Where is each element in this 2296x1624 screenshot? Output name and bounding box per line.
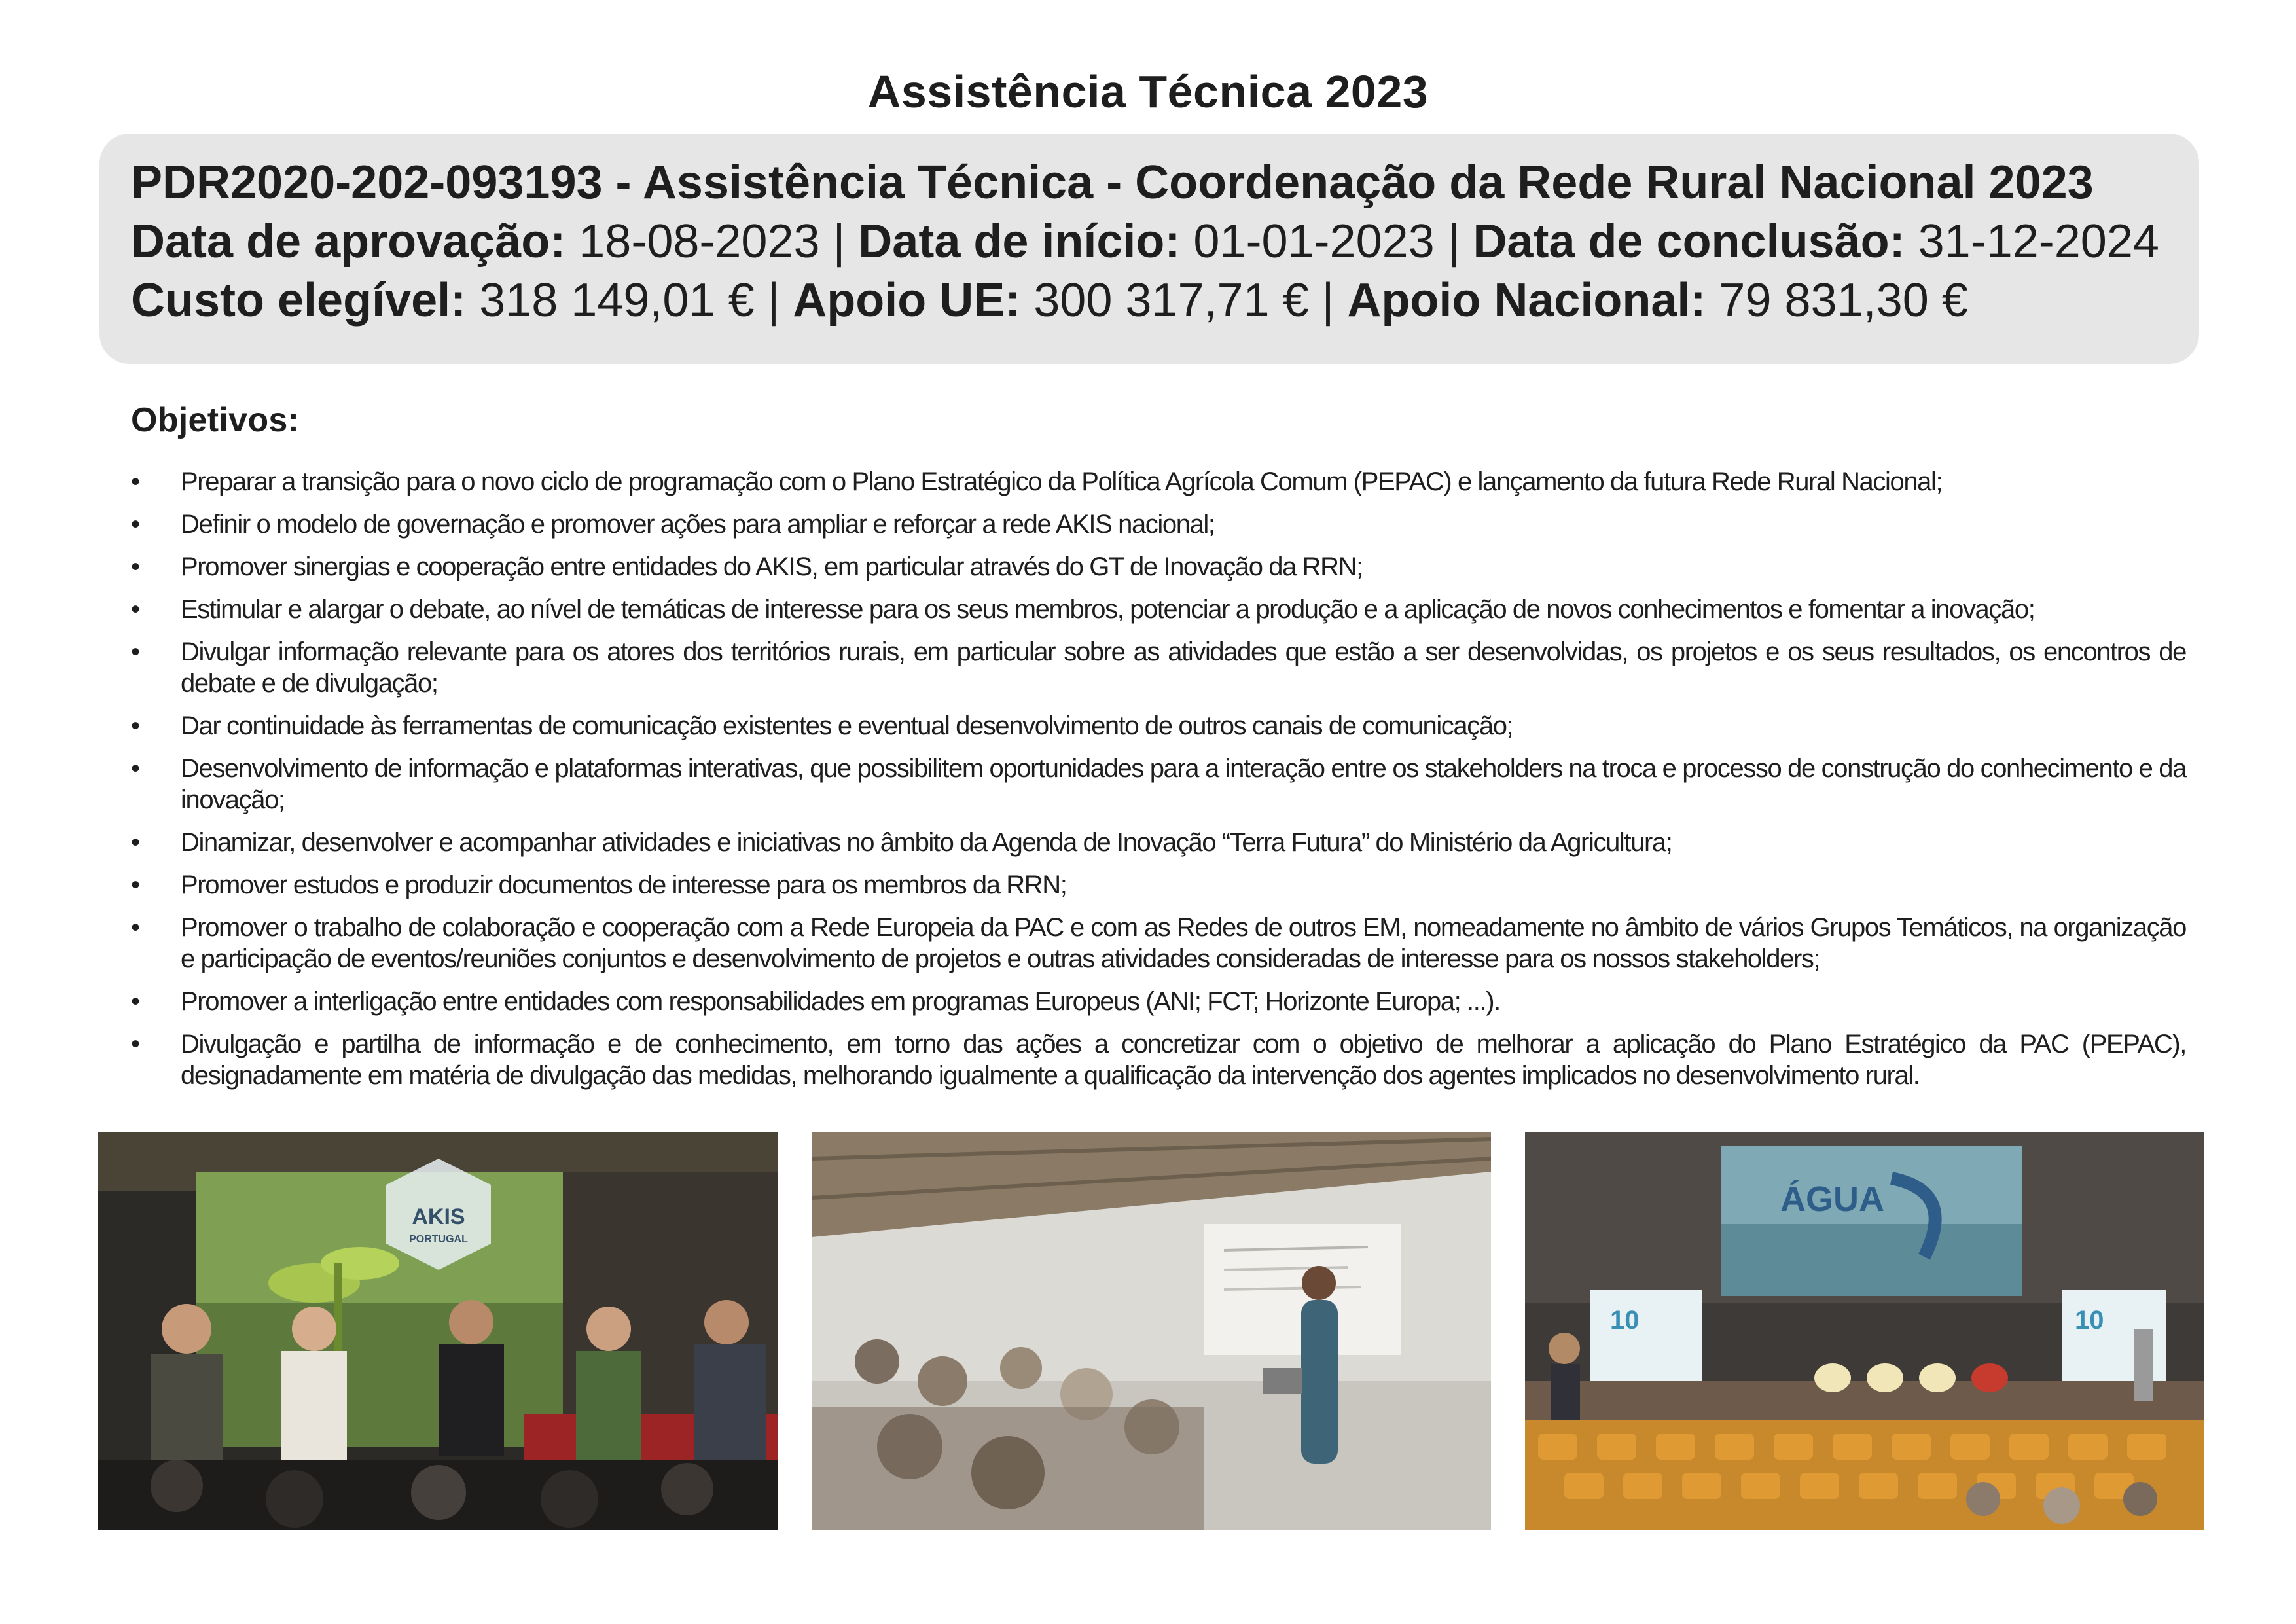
objectives-heading: Objetivos:	[131, 401, 300, 439]
objective-item	[131, 986, 2186, 1017]
separator: |	[767, 274, 780, 327]
national-support-label: Apoio Nacional:	[1347, 274, 1706, 327]
start-date-value: 01-01-2023	[1193, 215, 1435, 268]
start-date-label: Data de início:	[858, 215, 1181, 268]
project-dates	[131, 212, 2168, 271]
bullet-icon: •	[131, 552, 139, 581]
bullet-icon: •	[131, 871, 139, 899]
bullet-icon: •	[131, 467, 139, 496]
objective-text: Promover estudos e produzir documentos de interesse para os membros da RRN;	[181, 871, 1067, 899]
objective-item	[131, 509, 2186, 540]
objective-item	[131, 710, 2186, 742]
akis-banner-subtext: PORTUGAL	[409, 1234, 468, 1245]
bullet-icon: •	[131, 1030, 139, 1058]
eu-support-value: 300 317,71 €	[1033, 274, 1309, 327]
presentation-hall-photo	[812, 1132, 1491, 1530]
bullet-icon: •	[131, 828, 139, 857]
screen-water-text: ÁGUA	[1780, 1180, 1884, 1219]
eu-support-label: Apoio UE:	[793, 274, 1021, 327]
event-badge-right: 10	[2075, 1306, 2104, 1335]
objective-text: Estimular e alargar o debate, ao nível de temáticas de interesse para os seus membros, potenciar a produção e a aplicação de novos conhecimentos e fomentar a inovação;	[181, 595, 2035, 624]
akis-banner-text: AKIS	[412, 1204, 465, 1229]
end-date-value: 31-12-2024	[1918, 215, 2159, 268]
bullet-icon: •	[131, 638, 139, 666]
bullet-icon: •	[131, 913, 139, 942]
approval-date-value: 18-08-2023	[579, 215, 820, 268]
separator: |	[833, 215, 846, 268]
bullet-icon: •	[131, 510, 139, 539]
separator: |	[1321, 274, 1335, 327]
objective-item	[131, 466, 2186, 497]
event-badge-left: 10	[1610, 1306, 1640, 1335]
objective-text: Promover sinergias e cooperação entre entidades do AKIS, em particular através do GT de Inovação da RRN;	[181, 552, 1363, 581]
objective-text: Definir o modelo de governação e promover ações para ampliar e reforçar a rede AKIS nacional;	[181, 510, 1215, 539]
objective-item	[131, 1028, 2186, 1091]
bullet-icon: •	[131, 595, 139, 624]
objective-text: Dar continuidade às ferramentas de comunicação existentes e eventual desenvolvimento de outros canais de comunicação;	[181, 712, 1513, 740]
project-funding	[131, 271, 2168, 330]
objective-item	[131, 753, 2186, 816]
end-date-label: Data de conclusão:	[1473, 215, 1905, 268]
approval-date-label: Data de aprovação:	[131, 215, 566, 268]
objective-item	[131, 551, 2186, 583]
bullet-icon: •	[131, 987, 139, 1016]
objective-text: Promover o trabalho de colaboração e cooperação com a Rede Europeia da PAC e com as Redes de outros EM, nomeadamente no âmbito de vários Grupos Temáticos, na organização e participação de eventos/reuniões conjuntos e desenvolvimento de projetos e outras atividades consideradas de interesse para os nossos stakeholders;	[181, 913, 2186, 973]
objective-text: Preparar a transição para o novo ciclo de programação com o Plano Estratégico da Política Agrícola Comum (PEPAC) e lançamento da futura Rede Rural Nacional;	[181, 467, 1943, 496]
national-support-value: 79 831,30 €	[1719, 274, 1968, 327]
objectives-list	[131, 466, 2186, 1102]
eligible-cost-value: 318 149,01 €	[479, 274, 755, 327]
page-title: Assistência Técnica 2023	[867, 66, 1429, 117]
auditorium-photo	[1525, 1132, 2204, 1530]
objective-text: Dinamizar, desenvolver e acompanhar atividades e iniciativas no âmbito da Agenda de Inovação “Terra Futura” do Ministério da Agricultura;	[181, 828, 1672, 857]
project-title: PDR2020-202-093193 - Assistência Técnica - Coordenação da Rede Rural Nacional 2023	[131, 156, 2094, 209]
objective-text: Divulgação e partilha de informação e de conhecimento, em torno das ações a concretizar com o objetivo de melhorar a aplicação do Plano Estratégico da PAC (PEPAC), designadamente em matéria de divulgação das medidas, melhorando igualmente a qualificação da intervenção dos agentes implicados no desenvolvimento rural.	[181, 1030, 2186, 1090]
separator: |	[1447, 215, 1460, 268]
objective-item	[131, 912, 2186, 975]
objective-text: Promover a interligação entre entidades com responsabilidades em programas Europeus (ANI; FCT; Horizonte Europa; ...).	[181, 987, 1500, 1016]
objective-item	[131, 636, 2186, 699]
project-info-box	[99, 134, 2199, 364]
bullet-icon: •	[131, 712, 139, 740]
bullet-icon: •	[131, 754, 139, 783]
objective-item	[131, 869, 2186, 901]
objective-item	[131, 594, 2186, 625]
objective-text: Divulgar informação relevante para os atores dos territórios rurais, em particular sobre as atividades que estão a ser desenvolvidas, os projetos e os seus resultados, os encontros de debate e de divulgação;	[181, 638, 2186, 698]
eligible-cost-label: Custo elegível:	[131, 274, 467, 327]
objective-text: Desenvolvimento de informação e plataformas interativas, que possibilitem oportunidades para a interação entre os stakeholders na troca e processo de construção do conhecimento e da inovação;	[181, 754, 2186, 814]
objective-item	[131, 827, 2186, 858]
panel-discussion-photo	[98, 1132, 778, 1530]
